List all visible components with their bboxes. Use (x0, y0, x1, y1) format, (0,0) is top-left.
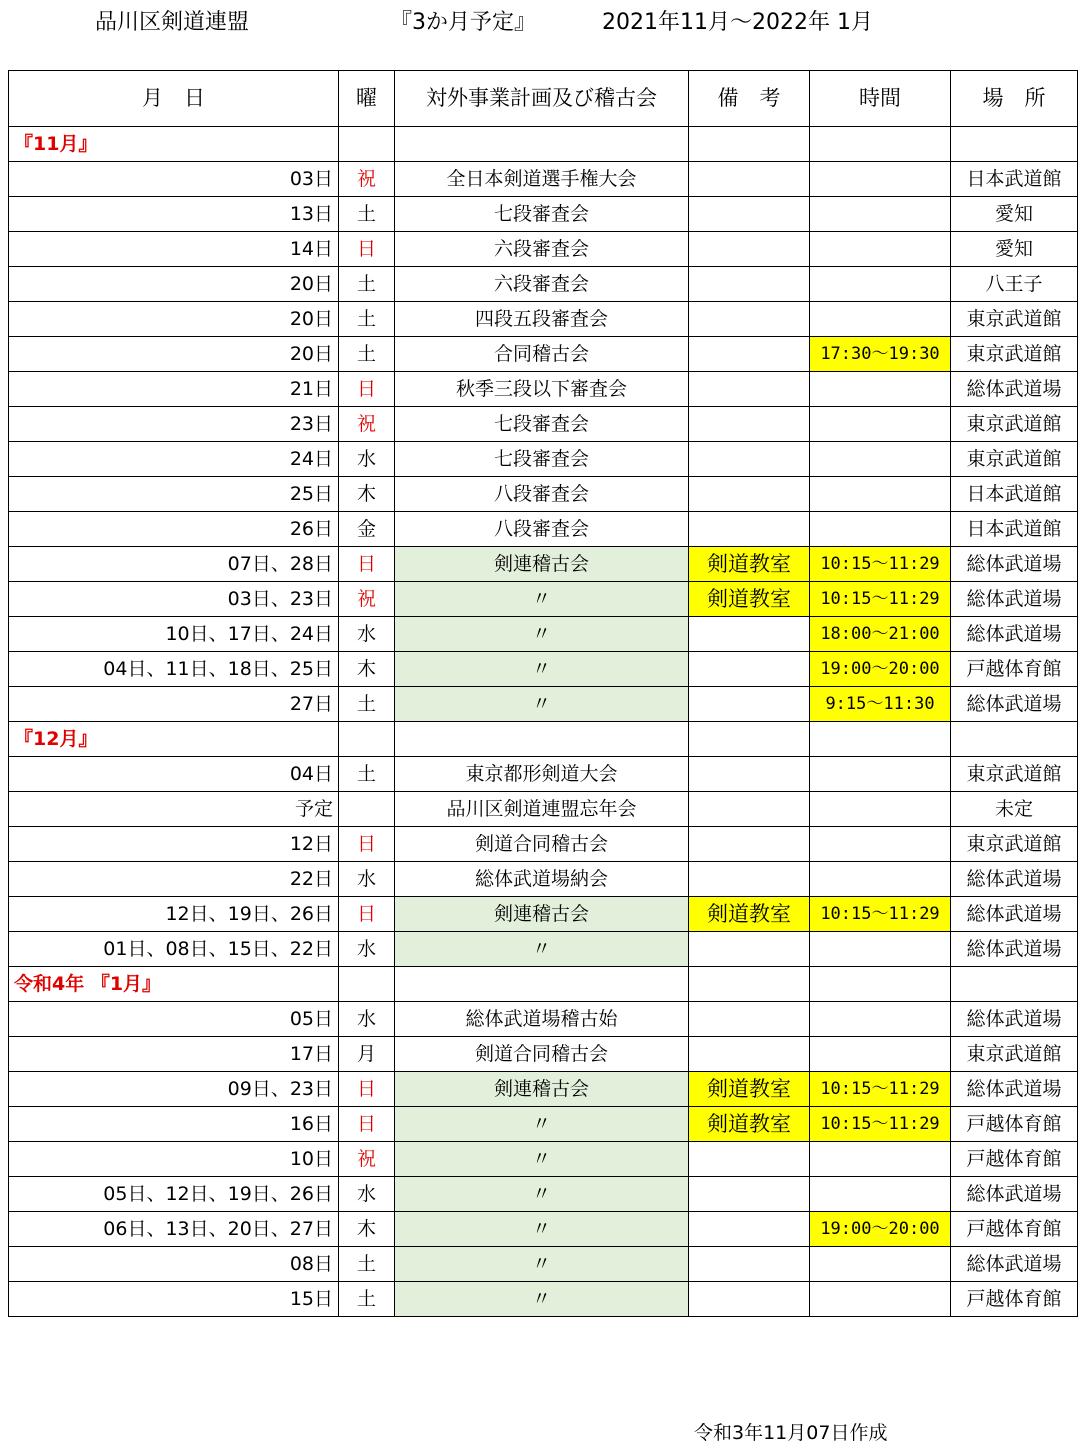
col-header-date: 月 日 (9, 71, 339, 127)
table-row (9, 372, 1078, 407)
remarks-cell (689, 337, 810, 372)
place-cell: 総体武道場 (951, 1072, 1078, 1107)
weekday-cell: 木 (339, 1212, 395, 1247)
place-cell: 東京武道館 (951, 1037, 1078, 1072)
weekday-cell: 祝 (339, 407, 395, 442)
event-cell: 〃 (395, 1142, 689, 1177)
time-cell (810, 1142, 951, 1177)
time-cell (810, 932, 951, 967)
date-cell: 08日 (9, 1247, 339, 1282)
date-cell: 12日、19日、26日 (9, 897, 339, 932)
remarks-cell: 剣道教室 (689, 582, 810, 617)
place-cell: 総体武道場 (951, 932, 1078, 967)
place-cell: 東京武道館 (951, 827, 1078, 862)
table-row (9, 792, 1078, 827)
weekday-cell: 祝 (339, 162, 395, 197)
table-row (9, 267, 1078, 302)
col-header-place: 場 所 (951, 71, 1078, 127)
event-cell: 〃 (395, 1282, 689, 1317)
schedule-table (8, 70, 1078, 1317)
event-cell: 〃 (395, 617, 689, 652)
weekday-cell: 日 (339, 232, 395, 267)
table-row (9, 512, 1078, 547)
event-cell: 六段審査会 (395, 232, 689, 267)
table-row (9, 1247, 1078, 1282)
time-cell (810, 1247, 951, 1282)
weekday-cell: 水 (339, 617, 395, 652)
time-cell (810, 792, 951, 827)
remarks-cell (689, 1177, 810, 1212)
table-row (9, 232, 1078, 267)
event-cell: 〃 (395, 1177, 689, 1212)
time-cell: 10:15～11:29 (810, 547, 951, 582)
remarks-cell: 剣道教室 (689, 1107, 810, 1142)
date-cell: 25日 (9, 477, 339, 512)
date-cell: 10日 (9, 1142, 339, 1177)
remarks-cell (689, 1142, 810, 1177)
table-row (9, 442, 1078, 477)
weekday-cell: 日 (339, 372, 395, 407)
place-cell: 八王子 (951, 267, 1078, 302)
place-cell: 東京武道館 (951, 442, 1078, 477)
table-row (9, 162, 1078, 197)
time-cell: 19:00～20:00 (810, 1212, 951, 1247)
table-row (9, 337, 1078, 372)
weekday-cell: 土 (339, 267, 395, 302)
date-cell: 予定 (9, 792, 339, 827)
time-cell (810, 442, 951, 477)
time-cell (810, 862, 951, 897)
weekday-cell: 日 (339, 827, 395, 862)
time-cell (810, 512, 951, 547)
place-cell: 総体武道場 (951, 582, 1078, 617)
remarks-cell (689, 617, 810, 652)
month-section-row (9, 127, 1078, 162)
time-cell: 10:15～11:29 (810, 582, 951, 617)
remarks-cell (689, 1212, 810, 1247)
time-cell: 10:15～11:29 (810, 1107, 951, 1142)
empty-cell (810, 722, 951, 757)
remarks-cell (689, 757, 810, 792)
weekday-cell: 木 (339, 477, 395, 512)
event-cell: 総体武道場納会 (395, 862, 689, 897)
event-cell: 〃 (395, 1247, 689, 1282)
remarks-cell: 剣道教室 (689, 547, 810, 582)
date-cell: 20日 (9, 267, 339, 302)
weekday-cell: 祝 (339, 582, 395, 617)
date-cell: 07日、28日 (9, 547, 339, 582)
weekday-cell: 水 (339, 932, 395, 967)
weekday-cell: 木 (339, 652, 395, 687)
time-cell: 17:30～19:30 (810, 337, 951, 372)
empty-cell (395, 967, 689, 1002)
date-cell: 16日 (9, 1107, 339, 1142)
table-row (9, 1282, 1078, 1317)
event-cell: 八段審査会 (395, 477, 689, 512)
month-section-label: 『12月』 (9, 722, 339, 757)
empty-cell (395, 722, 689, 757)
date-cell: 05日 (9, 1002, 339, 1037)
month-section-row (9, 722, 1078, 757)
table-row (9, 547, 1078, 582)
remarks-cell (689, 442, 810, 477)
weekday-cell: 土 (339, 1282, 395, 1317)
document-title: 『3か月予定』 (390, 10, 536, 35)
table-row (9, 1177, 1078, 1212)
event-cell: 七段審査会 (395, 197, 689, 232)
table-row (9, 1002, 1078, 1037)
place-cell: 東京武道館 (951, 302, 1078, 337)
place-cell: 総体武道場 (951, 372, 1078, 407)
remarks-cell (689, 792, 810, 827)
table-row (9, 1107, 1078, 1142)
remarks-cell (689, 687, 810, 722)
date-cell: 14日 (9, 232, 339, 267)
table-row (9, 407, 1078, 442)
empty-cell (395, 127, 689, 162)
place-cell: 東京武道館 (951, 757, 1078, 792)
date-cell: 20日 (9, 337, 339, 372)
date-cell: 12日 (9, 827, 339, 862)
weekday-cell: 日 (339, 897, 395, 932)
weekday-cell: 土 (339, 1247, 395, 1282)
remarks-cell (689, 477, 810, 512)
empty-cell (810, 967, 951, 1002)
col-header-remarks: 備 考 (689, 71, 810, 127)
event-cell: 七段審査会 (395, 442, 689, 477)
created-date: 令和3年11月07日作成 (694, 1422, 888, 1444)
table-row (9, 897, 1078, 932)
place-cell: 愛知 (951, 197, 1078, 232)
place-cell: 東京武道館 (951, 337, 1078, 372)
table-row (9, 1212, 1078, 1247)
time-cell (810, 757, 951, 792)
event-cell: 剣連稽古会 (395, 897, 689, 932)
time-cell (810, 827, 951, 862)
date-cell: 01日、08日、15日、22日 (9, 932, 339, 967)
remarks-cell (689, 407, 810, 442)
place-cell: 戸越体育館 (951, 1282, 1078, 1317)
weekday-cell: 水 (339, 442, 395, 477)
date-cell: 22日 (9, 862, 339, 897)
event-cell: 剣連稽古会 (395, 547, 689, 582)
empty-cell (339, 722, 395, 757)
date-cell: 21日 (9, 372, 339, 407)
time-cell: 10:15～11:29 (810, 897, 951, 932)
time-cell: 9:15～11:30 (810, 687, 951, 722)
table-row (9, 582, 1078, 617)
table-row (9, 302, 1078, 337)
remarks-cell (689, 1037, 810, 1072)
schedule-period: 2021年11月～2022年 1月 (602, 10, 873, 35)
weekday-cell: 日 (339, 1107, 395, 1142)
col-header-weekday: 曜 (339, 71, 395, 127)
date-cell: 03日 (9, 162, 339, 197)
event-cell: 〃 (395, 1212, 689, 1247)
remarks-cell: 剣道教室 (689, 1072, 810, 1107)
empty-cell (951, 722, 1078, 757)
table-row (9, 827, 1078, 862)
weekday-cell: 水 (339, 862, 395, 897)
empty-cell (810, 127, 951, 162)
time-cell (810, 372, 951, 407)
event-cell: 八段審査会 (395, 512, 689, 547)
empty-cell (339, 127, 395, 162)
event-cell: 剣連稽古会 (395, 1072, 689, 1107)
empty-cell (689, 127, 810, 162)
place-cell: 未定 (951, 792, 1078, 827)
date-cell: 04日 (9, 757, 339, 792)
event-cell: 〃 (395, 687, 689, 722)
weekday-cell: 水 (339, 1177, 395, 1212)
date-cell: 04日、11日、18日、25日 (9, 652, 339, 687)
event-cell: 〃 (395, 652, 689, 687)
table-row (9, 617, 1078, 652)
remarks-cell (689, 162, 810, 197)
weekday-cell: 土 (339, 757, 395, 792)
date-cell: 26日 (9, 512, 339, 547)
time-cell (810, 197, 951, 232)
header-row (9, 71, 1078, 127)
date-cell: 06日、13日、20日、27日 (9, 1212, 339, 1247)
time-cell (810, 267, 951, 302)
date-cell: 20日 (9, 302, 339, 337)
weekday-cell: 土 (339, 302, 395, 337)
col-header-time: 時間 (810, 71, 951, 127)
table-row (9, 862, 1078, 897)
event-cell: 合同稽古会 (395, 337, 689, 372)
weekday-cell: 日 (339, 547, 395, 582)
table-row (9, 1072, 1078, 1107)
place-cell: 日本武道館 (951, 162, 1078, 197)
remarks-cell (689, 302, 810, 337)
remarks-cell (689, 1282, 810, 1317)
event-cell: 〃 (395, 932, 689, 967)
remarks-cell (689, 267, 810, 302)
event-cell: 東京都形剣道大会 (395, 757, 689, 792)
place-cell: 総体武道場 (951, 1002, 1078, 1037)
empty-cell (689, 722, 810, 757)
weekday-cell (339, 792, 395, 827)
place-cell: 日本武道館 (951, 512, 1078, 547)
table-row (9, 687, 1078, 722)
empty-cell (951, 127, 1078, 162)
remarks-cell (689, 862, 810, 897)
place-cell: 総体武道場 (951, 687, 1078, 722)
place-cell: 総体武道場 (951, 617, 1078, 652)
time-cell (810, 1177, 951, 1212)
weekday-cell: 月 (339, 1037, 395, 1072)
remarks-cell (689, 372, 810, 407)
date-cell: 10日、17日、24日 (9, 617, 339, 652)
remarks-cell (689, 197, 810, 232)
date-cell: 13日 (9, 197, 339, 232)
date-cell: 15日 (9, 1282, 339, 1317)
time-cell (810, 407, 951, 442)
event-cell: 剣道合同稽古会 (395, 827, 689, 862)
date-cell: 03日、23日 (9, 582, 339, 617)
date-cell: 05日、12日、19日、26日 (9, 1177, 339, 1212)
month-section-row (9, 967, 1078, 1002)
event-cell: 〃 (395, 582, 689, 617)
remarks-cell (689, 1002, 810, 1037)
remarks-cell (689, 652, 810, 687)
weekday-cell: 土 (339, 337, 395, 372)
table-row (9, 197, 1078, 232)
event-cell: 品川区剣道連盟忘年会 (395, 792, 689, 827)
date-cell: 23日 (9, 407, 339, 442)
weekday-cell: 日 (339, 1072, 395, 1107)
event-cell: 六段審査会 (395, 267, 689, 302)
place-cell: 戸越体育館 (951, 652, 1078, 687)
weekday-cell: 祝 (339, 1142, 395, 1177)
place-cell: 東京武道館 (951, 407, 1078, 442)
time-cell (810, 1037, 951, 1072)
weekday-cell: 金 (339, 512, 395, 547)
time-cell (810, 1002, 951, 1037)
event-cell: 秋季三段以下審査会 (395, 372, 689, 407)
time-cell (810, 232, 951, 267)
table-row (9, 757, 1078, 792)
place-cell: 戸越体育館 (951, 1212, 1078, 1247)
date-cell: 24日 (9, 442, 339, 477)
remarks-cell (689, 232, 810, 267)
weekday-cell: 土 (339, 687, 395, 722)
event-cell: 総体武道場稽古始 (395, 1002, 689, 1037)
place-cell: 総体武道場 (951, 1177, 1078, 1212)
remarks-cell: 剣道教室 (689, 897, 810, 932)
time-cell (810, 1282, 951, 1317)
time-cell: 19:00～20:00 (810, 652, 951, 687)
date-cell: 17日 (9, 1037, 339, 1072)
empty-cell (951, 967, 1078, 1002)
place-cell: 総体武道場 (951, 1247, 1078, 1282)
time-cell (810, 477, 951, 512)
event-cell: 剣道合同稽古会 (395, 1037, 689, 1072)
remarks-cell (689, 932, 810, 967)
event-cell: 七段審査会 (395, 407, 689, 442)
empty-cell (339, 967, 395, 1002)
month-section-label: 令和4年 『1月』 (9, 967, 339, 1002)
place-cell: 愛知 (951, 232, 1078, 267)
date-cell: 27日 (9, 687, 339, 722)
event-cell: 〃 (395, 1107, 689, 1142)
event-cell: 全日本剣道選手権大会 (395, 162, 689, 197)
table-row (9, 1142, 1078, 1177)
time-cell: 18:00～21:00 (810, 617, 951, 652)
table-row (9, 932, 1078, 967)
date-cell: 09日、23日 (9, 1072, 339, 1107)
remarks-cell (689, 827, 810, 862)
place-cell: 日本武道館 (951, 477, 1078, 512)
time-cell (810, 302, 951, 337)
place-cell: 総体武道場 (951, 862, 1078, 897)
table-row (9, 1037, 1078, 1072)
place-cell: 戸越体育館 (951, 1142, 1078, 1177)
weekday-cell: 水 (339, 1002, 395, 1037)
weekday-cell: 土 (339, 197, 395, 232)
place-cell: 総体武道場 (951, 547, 1078, 582)
month-section-label: 『11月』 (9, 127, 339, 162)
place-cell: 総体武道場 (951, 897, 1078, 932)
table-row (9, 652, 1078, 687)
remarks-cell (689, 1247, 810, 1282)
time-cell: 10:15～11:29 (810, 1072, 951, 1107)
empty-cell (689, 967, 810, 1002)
remarks-cell (689, 512, 810, 547)
event-cell: 四段五段審査会 (395, 302, 689, 337)
col-header-event: 対外事業計画及び稽古会 (395, 71, 689, 127)
organization-name: 品川区剣道連盟 (95, 10, 250, 35)
place-cell: 戸越体育館 (951, 1107, 1078, 1142)
time-cell (810, 162, 951, 197)
table-row (9, 477, 1078, 512)
